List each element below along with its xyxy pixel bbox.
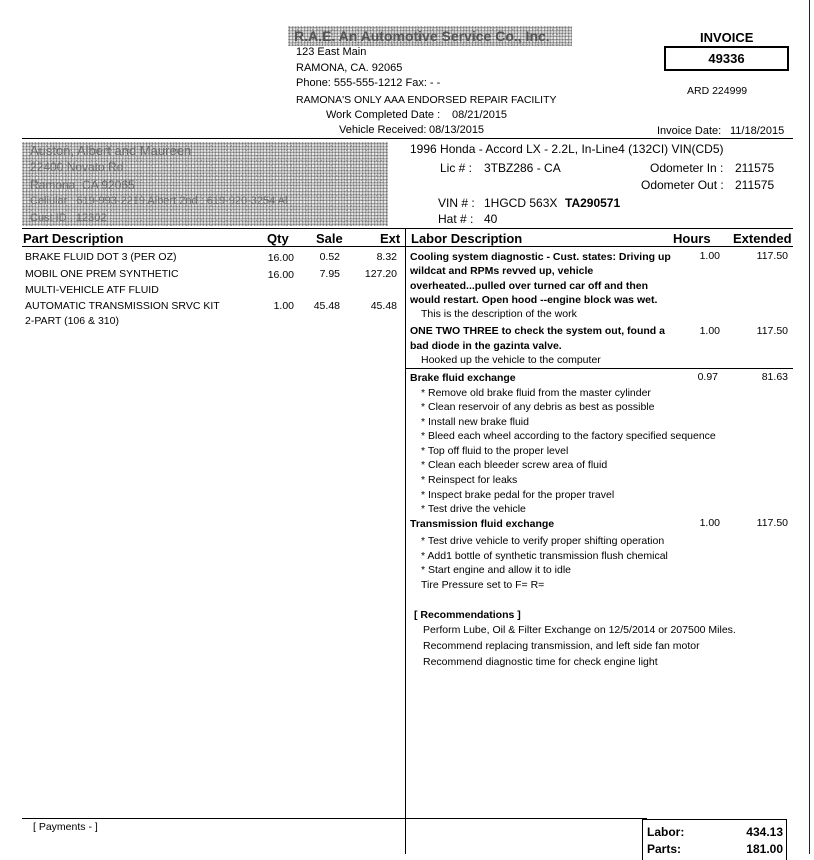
part-row-2-description-2: MULTI-VEHICLE ATF FLUID [25,284,159,296]
work-completed-date: 08/21/2015 [452,109,508,121]
table-header-rule [22,246,793,247]
invoice-number: 49336 [708,51,745,66]
labor-1-title-line-4: would restart. Open hood --engine block was wet. [410,294,658,306]
shop-city: RAMONA, CA. 92065 [296,62,403,74]
labor-4-step-4: Tire Pressure set to F= R= [421,579,545,591]
vin-suffix: TA290571 [565,196,621,210]
labor-3-hours: 0.97 [697,371,718,383]
table-top-rule [22,228,793,229]
shop-name: R.A.E. An Automotive Service Co., Inc. [294,28,550,44]
vin-label: VIN # : [438,196,475,210]
labor-2-step-1: Hooked up the vehicle to the computer [421,354,601,366]
labor-3-step-5: * Top off fluid to the proper level [421,445,569,457]
totals-parts-value: 181.00 [746,842,783,856]
labor-divider [406,368,793,369]
vehicle-received-date: 08/13/2015 [429,124,485,136]
recommendation-2: Recommend replacing transmission, and left side fan motor [423,640,700,652]
part-row-3-qty: 1.00 [273,300,294,312]
odometer-out-label: Odometer Out : [641,178,724,192]
shop-tagline: RAMONA'S ONLY AAA ENDORSED REPAIR FACILITY [296,94,557,106]
labor-3-step-6: * Clean each bleeder screw area of fluid [421,459,608,471]
part-row-3-ext: 45.48 [370,300,397,312]
labor-4-hours: 1.00 [699,517,720,529]
labor-2-title-line-1: ONE TWO THREE to check the system out, found a [410,325,665,337]
labor-1-hours: 1.00 [699,250,720,262]
part-row-3-sale: 45.48 [313,300,340,312]
parts-header-sale: Sale [316,231,343,246]
labor-3-title: Brake fluid exchange [410,372,516,384]
customer-phone: Cellular : 619-993-2219 Albert 2nd : 619-920-3254 Al [30,195,288,207]
labor-3-step-7: * Reinspect for leaks [421,474,518,486]
labor-2-extended: 117.50 [756,325,788,337]
labor-header-hours: Hours [673,231,711,246]
parts-header-description: Part Description [23,231,124,246]
part-row-2-qty: 16.00 [267,269,294,281]
part-row-1-description: BRAKE FLUID DOT 3 (PER OZ) [25,251,177,263]
ard-number: ARD 224999 [687,85,748,97]
header-divider [22,138,793,139]
labor-3-extended: 81.63 [761,371,788,383]
labor-2-hours: 1.00 [699,325,720,337]
parts-header-ext: Ext [380,231,401,246]
customer-id: Cust ID : 12302 [30,212,107,224]
labor-1-step-1: This is the description of the work [421,308,577,320]
invoice-date-label: Invoice Date: [657,125,722,137]
column-divider [405,229,406,854]
hat-value: 40 [484,212,498,226]
part-row-2-sale: 7.95 [319,268,340,280]
odometer-out-value: 211575 [735,178,775,192]
part-row-2-ext: 127.20 [364,268,397,280]
recommendation-3: Recommend diagnostic time for check engine light [423,656,658,668]
labor-header-extended: Extended [733,231,792,246]
labor-3-step-3: * Install new brake fluid [421,416,529,428]
odometer-in-value: 211575 [735,161,775,175]
labor-1-title-line-1: Cooling system diagnostic - Cust. states: Driving up [410,251,671,263]
odometer-in-label: Odometer In : [650,161,724,175]
customer-city: Ramona, CA 92065 [30,178,135,192]
labor-3-step-8: * Inspect brake pedal for the proper travel [421,489,615,501]
part-row-3-description: AUTOMATIC TRANSMISSION SRVC KIT [25,300,220,312]
labor-1-title-line-2: wildcat and RPMs revved up, vehicle [410,265,594,277]
labor-1-extended: 117.50 [756,250,788,262]
labor-3-step-2: * Clean reservoir of any debris as best as possible [421,401,655,413]
hat-label: Hat # : [438,212,474,226]
work-completed-label: Work Completed Date : [326,109,441,121]
labor-3-step-1: * Remove old brake fluid from the master cylinder [421,387,651,399]
labor-2-title-line-2: bad diode in the gazinta valve. [410,340,562,352]
vehicle-description: 1996 Honda - Accord LX - 2.2L, In-Line4 (132CI) VIN(CD5) [410,142,724,156]
labor-4-title: Transmission fluid exchange [410,518,555,530]
lic-value: 3TBZ286 - CA [484,161,561,175]
labor-4-step-2: * Add1 bottle of synthetic transmission flush chemical [421,550,668,562]
part-row-1-sale: 0.52 [319,251,340,263]
customer-block-redacted [22,142,388,226]
lic-label: Lic # : [440,161,473,175]
recommendations-title: [ Recommendations ] [414,609,521,621]
part-row-3-description-2: 2-PART (106 & 310) [25,315,119,327]
labor-4-step-1: * Test drive vehicle to verify proper shifting operation [421,535,665,547]
shop-name-redacted [288,26,572,46]
footer-rule [22,818,647,819]
totals-labor-label: Labor: [647,825,685,839]
labor-3-step-9: * Test drive the vehicle [421,503,526,515]
invoice-number-box [664,46,789,71]
shop-phone: Phone: 555-555-1212 Fax: - - [296,77,441,89]
page-right-edge [809,0,810,854]
customer-name: Auston, Albert and Maureen [30,143,192,158]
labor-4-extended: 117.50 [756,517,788,529]
customer-street: 22400 Novato Rd [30,160,124,174]
payments-label: [ Payments - ] [33,821,98,833]
vehicle-received-label: Vehicle Received: [339,124,427,136]
totals-parts-label: Parts: [647,842,682,856]
labor-header-description: Labor Description [411,231,523,246]
part-row-2-description: MOBIL ONE PREM SYNTHETIC [25,268,179,280]
recommendation-1: Perform Lube, Oil & Filter Exchange on 12/5/2014 or 207500 Miles. [423,624,736,636]
part-row-1-qty: 16.00 [267,252,294,264]
parts-header-qty: Qty [267,231,289,246]
invoice-date: 11/18/2015 [730,125,785,137]
shop-address: 123 East Main [296,46,367,58]
invoice-title: INVOICE [700,30,754,45]
labor-3-step-4: * Bleed each wheel according to the factory specified sequence [421,430,716,442]
labor-4-step-3: * Start engine and allow it to idle [421,564,572,576]
vin-prefix: 1HGCD 563X [484,196,558,210]
labor-1-title-line-3: overheated...pulled over turned car off and then [410,280,649,292]
totals-labor-value: 434.13 [746,825,783,839]
part-row-1-ext: 8.32 [376,251,397,263]
